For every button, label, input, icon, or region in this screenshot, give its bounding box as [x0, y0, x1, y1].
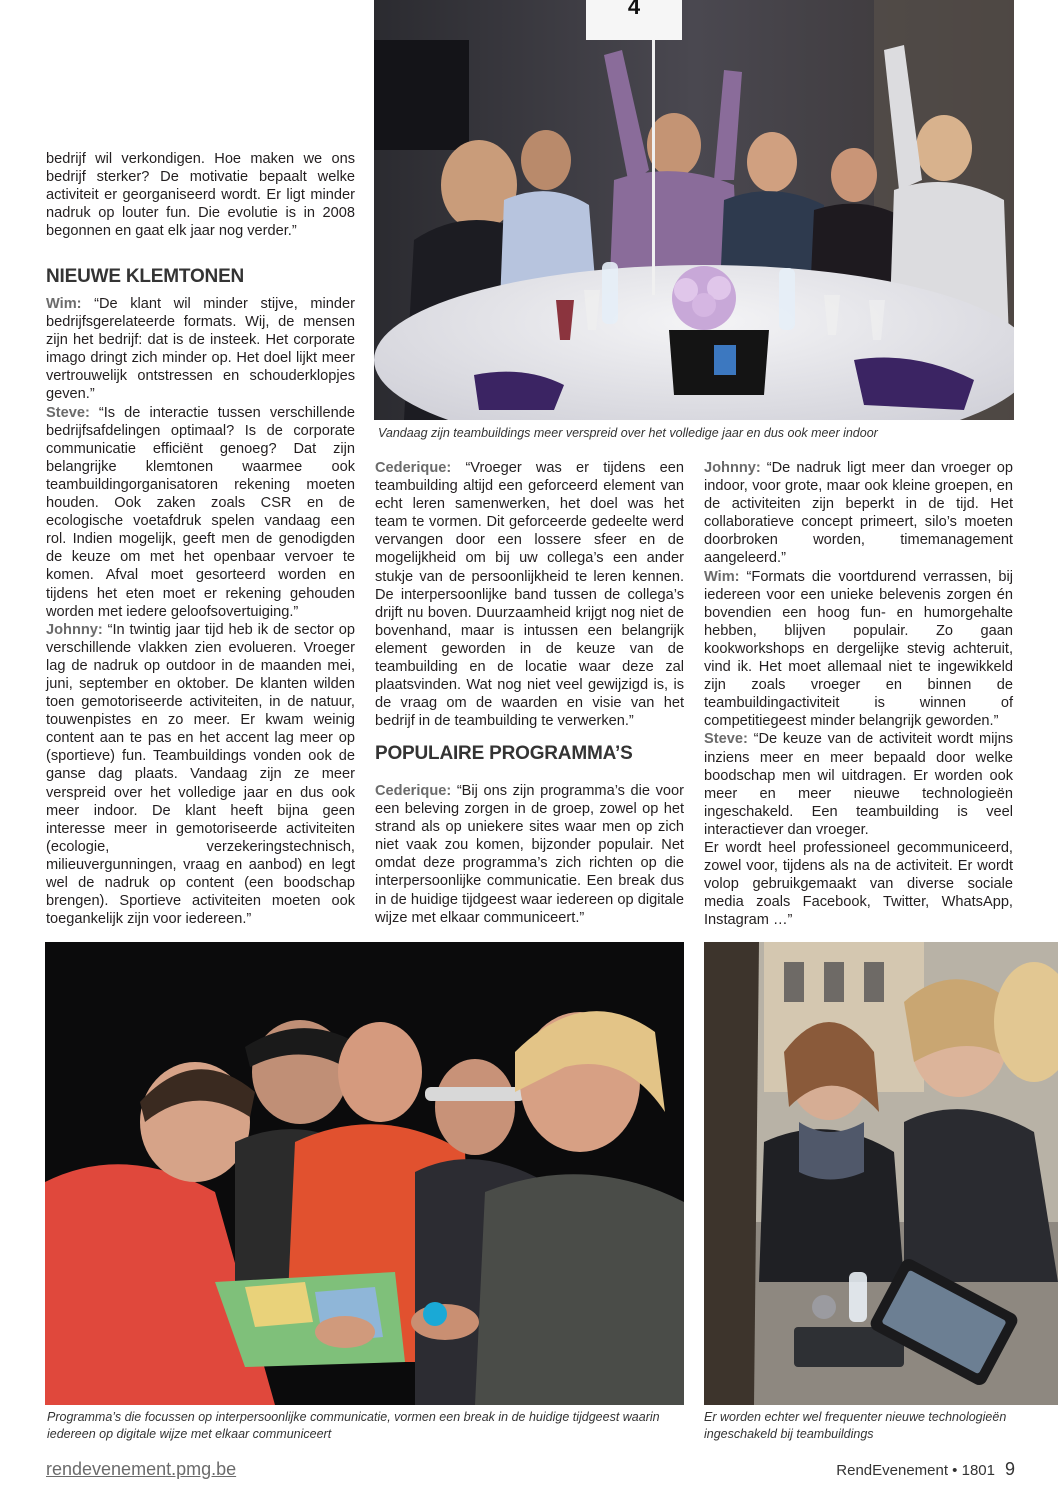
speaker-name: Cederique:	[375, 783, 452, 799]
quote-paragraph	[46, 621, 355, 929]
photo-celebration	[374, 0, 1014, 420]
night-map-illustration	[45, 942, 684, 1405]
column-1-body	[46, 295, 355, 928]
quote-paragraph	[704, 568, 1013, 731]
celebration-illustration	[374, 0, 1014, 420]
speaker-name: Steve:	[704, 731, 748, 748]
quote-text: “Vroeger was er tijdens een teambuilding altijd een geforceerd element van echt leren samenwerken, het doel was het team te vormen. Dit geforceerde gedeelte werd vervangen door een lossere sfeer en de mogelijkheid om bij uw collega’s een ander stukje van de persoonlijkheid te leren kennen. De interpersoonlijke band tussen de collega’s drijft nu boven. Duurzaamheid krijgt nog niet de bovenhand, maar is intussen een belangrijk element geworden in de keuze van de teambuilding en de locatie waar deze zal plaatsvinden. Wat nog niet veel gewijzigd is, is de vraag om de waarden en visie van het bedrijf in de teambuilding te verwerken.”	[375, 460, 684, 730]
speaker-name: Johnny:	[46, 621, 103, 638]
heading-nieuwe-klemtonen: NIEUWE KLEMTONEN	[46, 266, 245, 287]
speaker-name: Johnny:	[704, 460, 761, 476]
quote-paragraph	[704, 459, 1013, 568]
quote-text: “Is de interactie tussen verschillende bedrijfsafdelingen optimaal? Is de corporate communicatie efficiënt genoeg? Dat zijn belangrijke klemtonen waarmee ook teambuildingorganisatoren rekening moeten houden. Ook zaken zoals CSR en de ecologische voetafdruk spelen vandaag een rol. Indien mogelijk, geeft men de genodigden de keuze om met het openbaar vervoer te komen. Afval moet gesorteerd worden en tijdens het eten moet er rekening gehouden worden met iedere geloofsovertuiging.”	[46, 404, 355, 620]
quote-paragraph	[375, 459, 684, 730]
photo-tablet-outdoors	[704, 942, 1058, 1405]
quote-paragraph	[46, 404, 355, 621]
quote-paragraph	[704, 730, 1013, 839]
tablet-outdoors-illustration	[704, 942, 1058, 1405]
quote-paragraph	[46, 295, 355, 404]
footer-website-link[interactable]: rendevenement.pmg.be	[46, 1459, 237, 1479]
column-1-intro	[46, 150, 355, 240]
column-2-body	[375, 459, 684, 730]
quote-paragraph	[375, 782, 684, 927]
speaker-name: Wim:	[704, 568, 740, 585]
page-number: 9	[1004, 1459, 1015, 1479]
photo-night-map	[45, 942, 684, 1405]
speaker-name: Cederique:	[375, 460, 452, 476]
quote-text: “Bij ons zijn programma’s die voor een beleving zorgen in de groep, zowel op het strand als op uniekere sites waar men op zich niet vaak zou komen, bijzonder populair. Net omdat deze programma’s zich richten op die interpersoonlijke communicatie. Een break dus in de huidige tijdgeest waar iedereen op digitale wijze met elkaar communiceert.”	[375, 783, 684, 926]
quote-text: “De keuze van de activiteit wordt mijns inziens meer en meer bepaald door welke boodschap men wil uitdragen. Er worden ook meer en meer nieuwe technologieën ingeschakeld. Een teambuilding is veel interactiever dan vroeger.	[704, 731, 1013, 838]
caption-bottom-left-photo: Programma’s die focussen op interpersoonlijke communicatie, vormen een break in de huidige tijdgeest waarin iedereen op digitale wijze met elkaar communiceert	[47, 1410, 660, 1441]
quote-text: “In twintig jaar tijd heb ik de sector op verschillende vlakken zien evolueren. Vroeger lag de nadruk op outdoor in de maanden mei, juni, september en oktober. De klanten wilden toen gemotoriseerde activiteiten, in de natuur, touwenpistes en zo meer. Er kwam weinig content aan te pas en het accent lag meer op (sportieve) fun. Teambuildings vonden ook de ganse dag plaats. Vandaag zijn ze meer verspreid over het volledige jaar en dus ook meer indoor. De klant heeft bijna geen interesse meer in gemotoriseerde activiteiten (ecologie, verzekeringstechnisch, milieuvergunningen, vraag en aanbod) en legt wel de nadruk op content (een boodschap brengen). Sportieve activiteiten moeten ook toegankelijk zijn voor iedereen.”	[46, 621, 355, 928]
column-3-body	[704, 459, 1013, 929]
quote-text: “De klant wil minder stijve, minder bedrijfsgerelateerde formats. Wij, de mensen zijn het bedrijf: dat is de insteek. Het corporate imago dringt zich minder op. Het doel lijkt meer vertrouwelijk ontstressen en schouderklopjes geven.”	[46, 296, 355, 403]
intro-paragraph: bedrijf wil verkondigen. Hoe maken we ons bedrijf sterker? De motivatie bepaalt welke activiteit er georganiseerd wordt. Er ligt minder nadruk op louter fun. Die evolutie is in 2008 begonnen en gaat elk jaar nog verder.”	[46, 151, 355, 240]
heading-populaire-programmas: POPULAIRE PROGRAMMA’S	[375, 743, 633, 764]
quote-text: Er wordt heel professioneel gecommuniceerd, zowel voor, tijdens als na de activiteit. Er wordt volop gebruikgemaakt van diverse sociale media zoals Facebook, Twitter, WhatsApp, Instagram …”	[704, 839, 1013, 929]
quote-paragraph	[704, 839, 1013, 929]
quote-text: “Formats die voortdurend verrassen, bij iedereen voor een unieke belevenis zorgen én bovendien een hoog fun- en humorgehalte hebben, blijven populair. Zo gaan kookworkshops en dergelijke stevig achteruit, vind ik. Het moet allemaal niet te ingewikkeld zijn zoals vroeger en binnen de teambuildingactiviteit is winnen of competitiegeest minder belangrijk geworden.”	[704, 568, 1013, 730]
footer-magazine-info	[836, 1459, 1015, 1480]
speaker-name: Wim:	[46, 296, 82, 312]
column-2-body-b	[375, 782, 684, 927]
caption-bottom-right-photo: Er worden echter wel frequenter nieuwe technologieën ingeschakeld bij teambuildings	[704, 1410, 1007, 1441]
footer-magazine-issue: RendEvenement • 1801	[836, 1462, 995, 1479]
caption-top-photo: Vandaag zijn teambuildings meer verspreid over het volledige jaar en dus ook meer indoor	[378, 426, 878, 440]
speaker-name: Steve:	[46, 404, 90, 421]
table-sign-number: 4	[627, 0, 641, 19]
quote-text: “De nadruk ligt meer dan vroeger op indoor, voor grote, maar ook kleine groepen, en de activiteiten zijn beperkt in de tijd. Het collaboratieve concept primeert, silo’s moeten doorbroken worden, timemanagement aangeleerd.”	[704, 460, 1013, 567]
